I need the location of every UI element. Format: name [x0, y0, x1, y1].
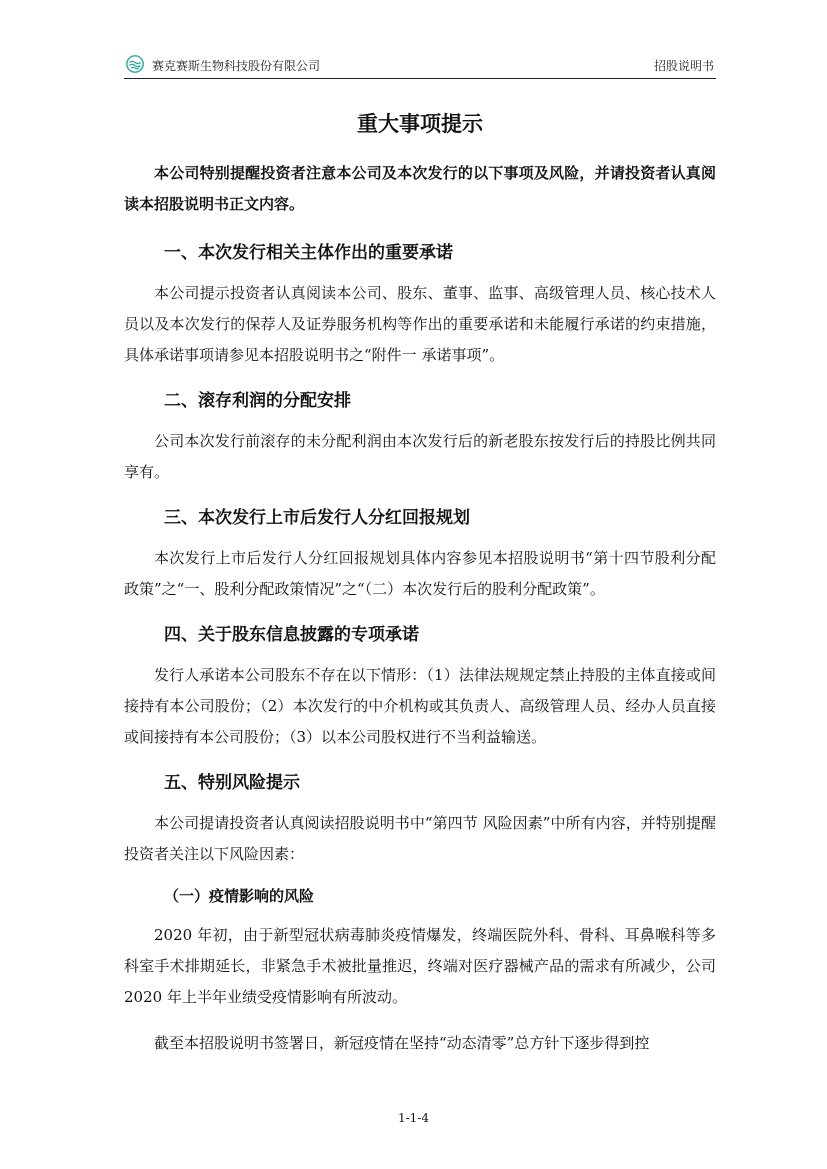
section-paragraph: 本公司提请投资者认真阅读招股说明书中“第四节 风险因素”中所有内容，并特别提醒投资者关注以下风险因素： — [124, 814, 716, 863]
section-heading: 二、滚存利润的分配安排 — [164, 391, 351, 411]
subsection-paragraph: 截至本招股说明书签署日，新冠疫情在坚持“动态清零”总方针下逐步得到控 — [154, 1034, 650, 1052]
section-heading: 五、特别风险提示 — [164, 773, 300, 793]
section-paragraph: 发行人承诺本公司股东不存在以下情形：（1）法律法规规定禁止持股的主体直接或间接持有本公司股份；（2）本次发行的中介机构或其负责人、高级管理人员、经办人员直接或间接持有本公司股份；（3）以本公司股权进行不当利益输送。 — [124, 666, 716, 746]
page-content — [124, 108, 716, 1074]
company-name: 赛克赛斯生物科技股份有限公司 — [152, 59, 321, 73]
company-logo-icon — [126, 55, 144, 73]
section-commitments — [124, 238, 716, 371]
section-risk-warning — [124, 768, 716, 870]
subsection-paragraph: 2020 年初，由于新型冠状病毒肺炎疫情爆发，终端医院外科、骨科、耳鼻喉科等多科室手术排期延长，非紧急手术被批量推迟，终端对医疗器械产品的需求有所减少，公司 2020 年上半年业绩受疫情影响有所波动。 — [124, 926, 716, 1006]
subsection-pandemic-risk — [124, 885, 716, 1059]
intro-paragraph: 本公司特别提醒投资者注意本公司及本次发行的以下事项及风险，并请投资者认真阅读本招股说明书正文内容。 — [124, 164, 716, 213]
section-heading: 一、本次发行相关主体作出的重要承诺 — [164, 243, 453, 263]
section-heading: 三、本次发行上市后发行人分红回报规划 — [164, 508, 470, 528]
section-paragraph: 公司本次发行前滚存的未分配利润由本次发行后的新老股东按发行后的持股比例共同享有。 — [124, 432, 716, 481]
document-type: 招股说明书 — [653, 59, 714, 73]
section-shareholder-disclosure — [124, 620, 716, 753]
page-title: 重大事项提示 — [357, 112, 483, 136]
section-paragraph: 本次发行上市后发行人分红回报规划具体内容参见本招股说明书“第十四节股利分配政策”之“一、股利分配政策情况”之“（二）本次发行后的股利分配政策”。 — [124, 549, 716, 598]
page-header — [124, 54, 716, 79]
subsection-heading: （一）疫情影响的风险 — [164, 887, 315, 905]
section-dividend-plan — [124, 503, 716, 605]
page-number: 1-1-4 — [397, 1111, 429, 1125]
section-profit-distribution — [124, 386, 716, 488]
section-paragraph: 本公司提示投资者认真阅读本公司、股东、董事、监事、高级管理人员、核心技术人员以及本次发行的保荐人及证券服务机构等作出的重要承诺和未能履行承诺的约束措施，具体承诺事项请参见本招股说明书之“附件一 承诺事项”。 — [124, 284, 716, 364]
section-heading: 四、关于股东信息披露的专项承诺 — [164, 625, 419, 645]
